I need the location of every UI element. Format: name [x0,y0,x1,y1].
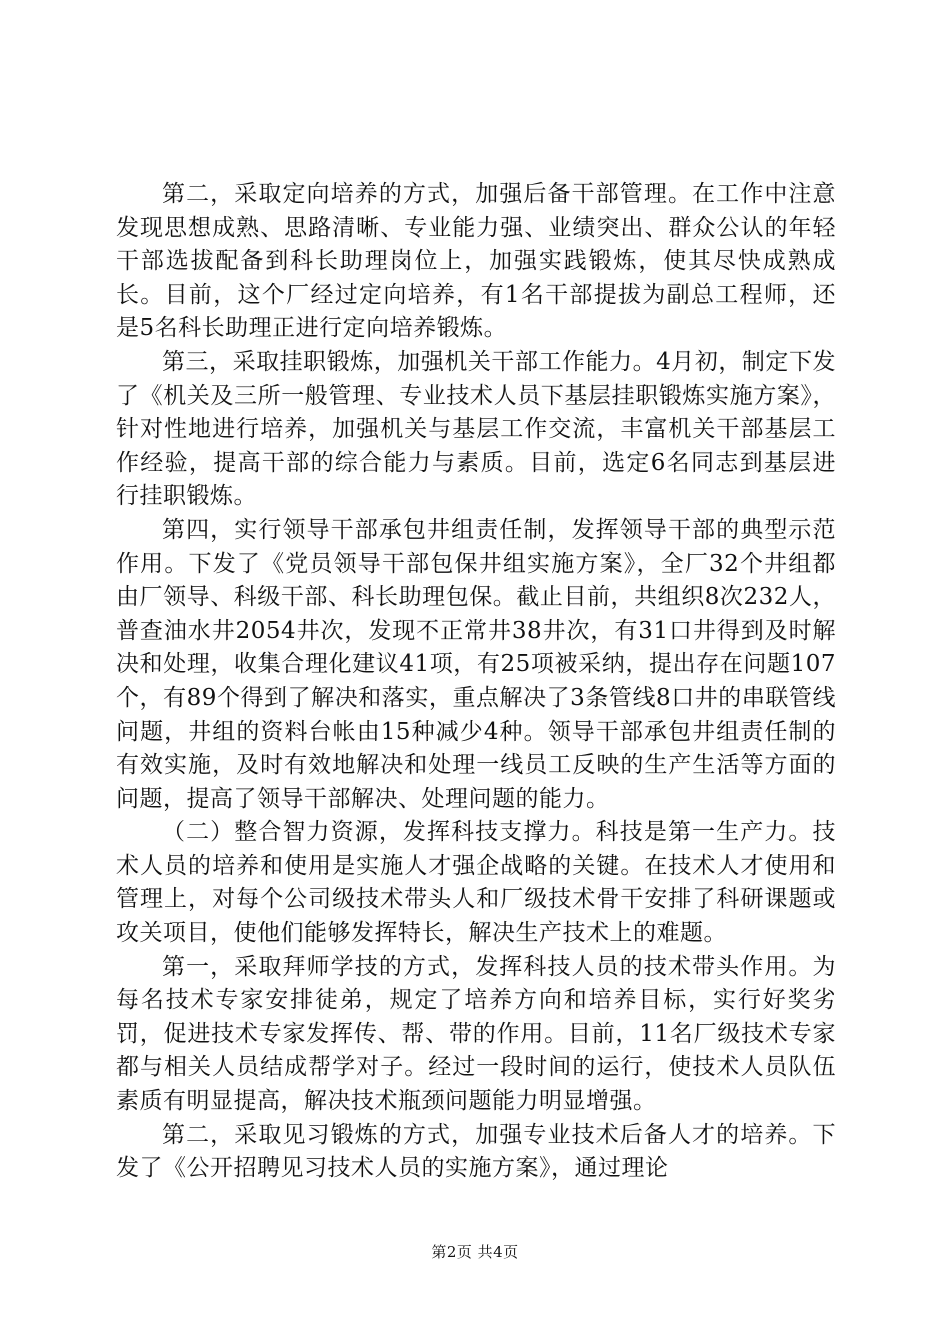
page-number-footer: 第2页 共4页 [431,1243,519,1261]
paragraph-internship-training: 第二，采取见习锻炼的方式，加强专业技术后备人才的培养。下发了《公开招聘见习技术人员的实施方案》，通过理论 [116,1121,836,1182]
paragraph-apprenticeship: 第一，采取拜师学技的方式，发挥科技人员的技术带头作用。为每名技术专家安排徒弟，规定了培养方向和培养目标，实行好奖劣罚，促进技术专家发挥传、帮、带的作用。目前，11名厂级技术专家都与相关人员结成帮学对子。经过一段时间的运行，使技术人员队伍素质有明显提高，解决技术瓶颈问题能力明显增强。 [116,953,836,1115]
paragraph-temporary-post-training: 第三，采取挂职锻炼，加强机关干部工作能力。4月初，制定下发了《机关及三所一般管理、专业技术人员下基层挂职锻炼实施方案》，针对性地进行培养，加强机关与基层工作交流，丰富机关干部基层工作经验，提高干部的综合能力与素质。目前，选定6名同志到基层进行挂职锻炼。 [116,348,836,510]
paragraph-intellectual-resources: （二）整合智力资源，发挥科技支撑力。科技是第一生产力。技术人员的培养和使用是实施人才强企战略的关键。在技术人才使用和管理上，对每个公司级技术带头人和厂级技术骨干安排了科研课题或攻关项目，使他们能够发挥特长，解决生产技术上的难题。 [116,819,836,947]
paragraph-reserve-cadre-training: 第二，采取定向培养的方式，加强后备干部管理。在工作中注意发现思想成熟、思路清晰、专业能力强、业绩突出、群众公认的年轻干部选拔配备到科长助理岗位上，加强实践锻炼，使其尽快成熟成长。目前，这个厂经过定向培养，有1名干部提拔为副总工程师，还是5名科长助理正进行定向培养锻炼。 [116,181,836,342]
document-body [116,178,836,1186]
paragraph-well-group-responsibility: 第四，实行领导干部承包井组责任制，发挥领导干部的典型示范作用。下发了《党员领导干部包保井组实施方案》，全厂32个井组都由厂领导、科级干部、科长助理包保。截止目前，共组织8次232人，普查油水井2054井次，发现不正常井38井次，有31口井得到及时解决和处理，收集合理化建议41项，有25项被采纳，提出存在问题107个，有89个得到了解决和落实，重点解决了3条管线8口井的串联管线问题，井组的资料台帐由15种减少4种。领导干部承包井组责任制的有效实施，及时有效地解决和处理一线员工反映的生产生活等方面的问题，提高了领导干部解决、处理问题的能力。 [116,516,836,812]
